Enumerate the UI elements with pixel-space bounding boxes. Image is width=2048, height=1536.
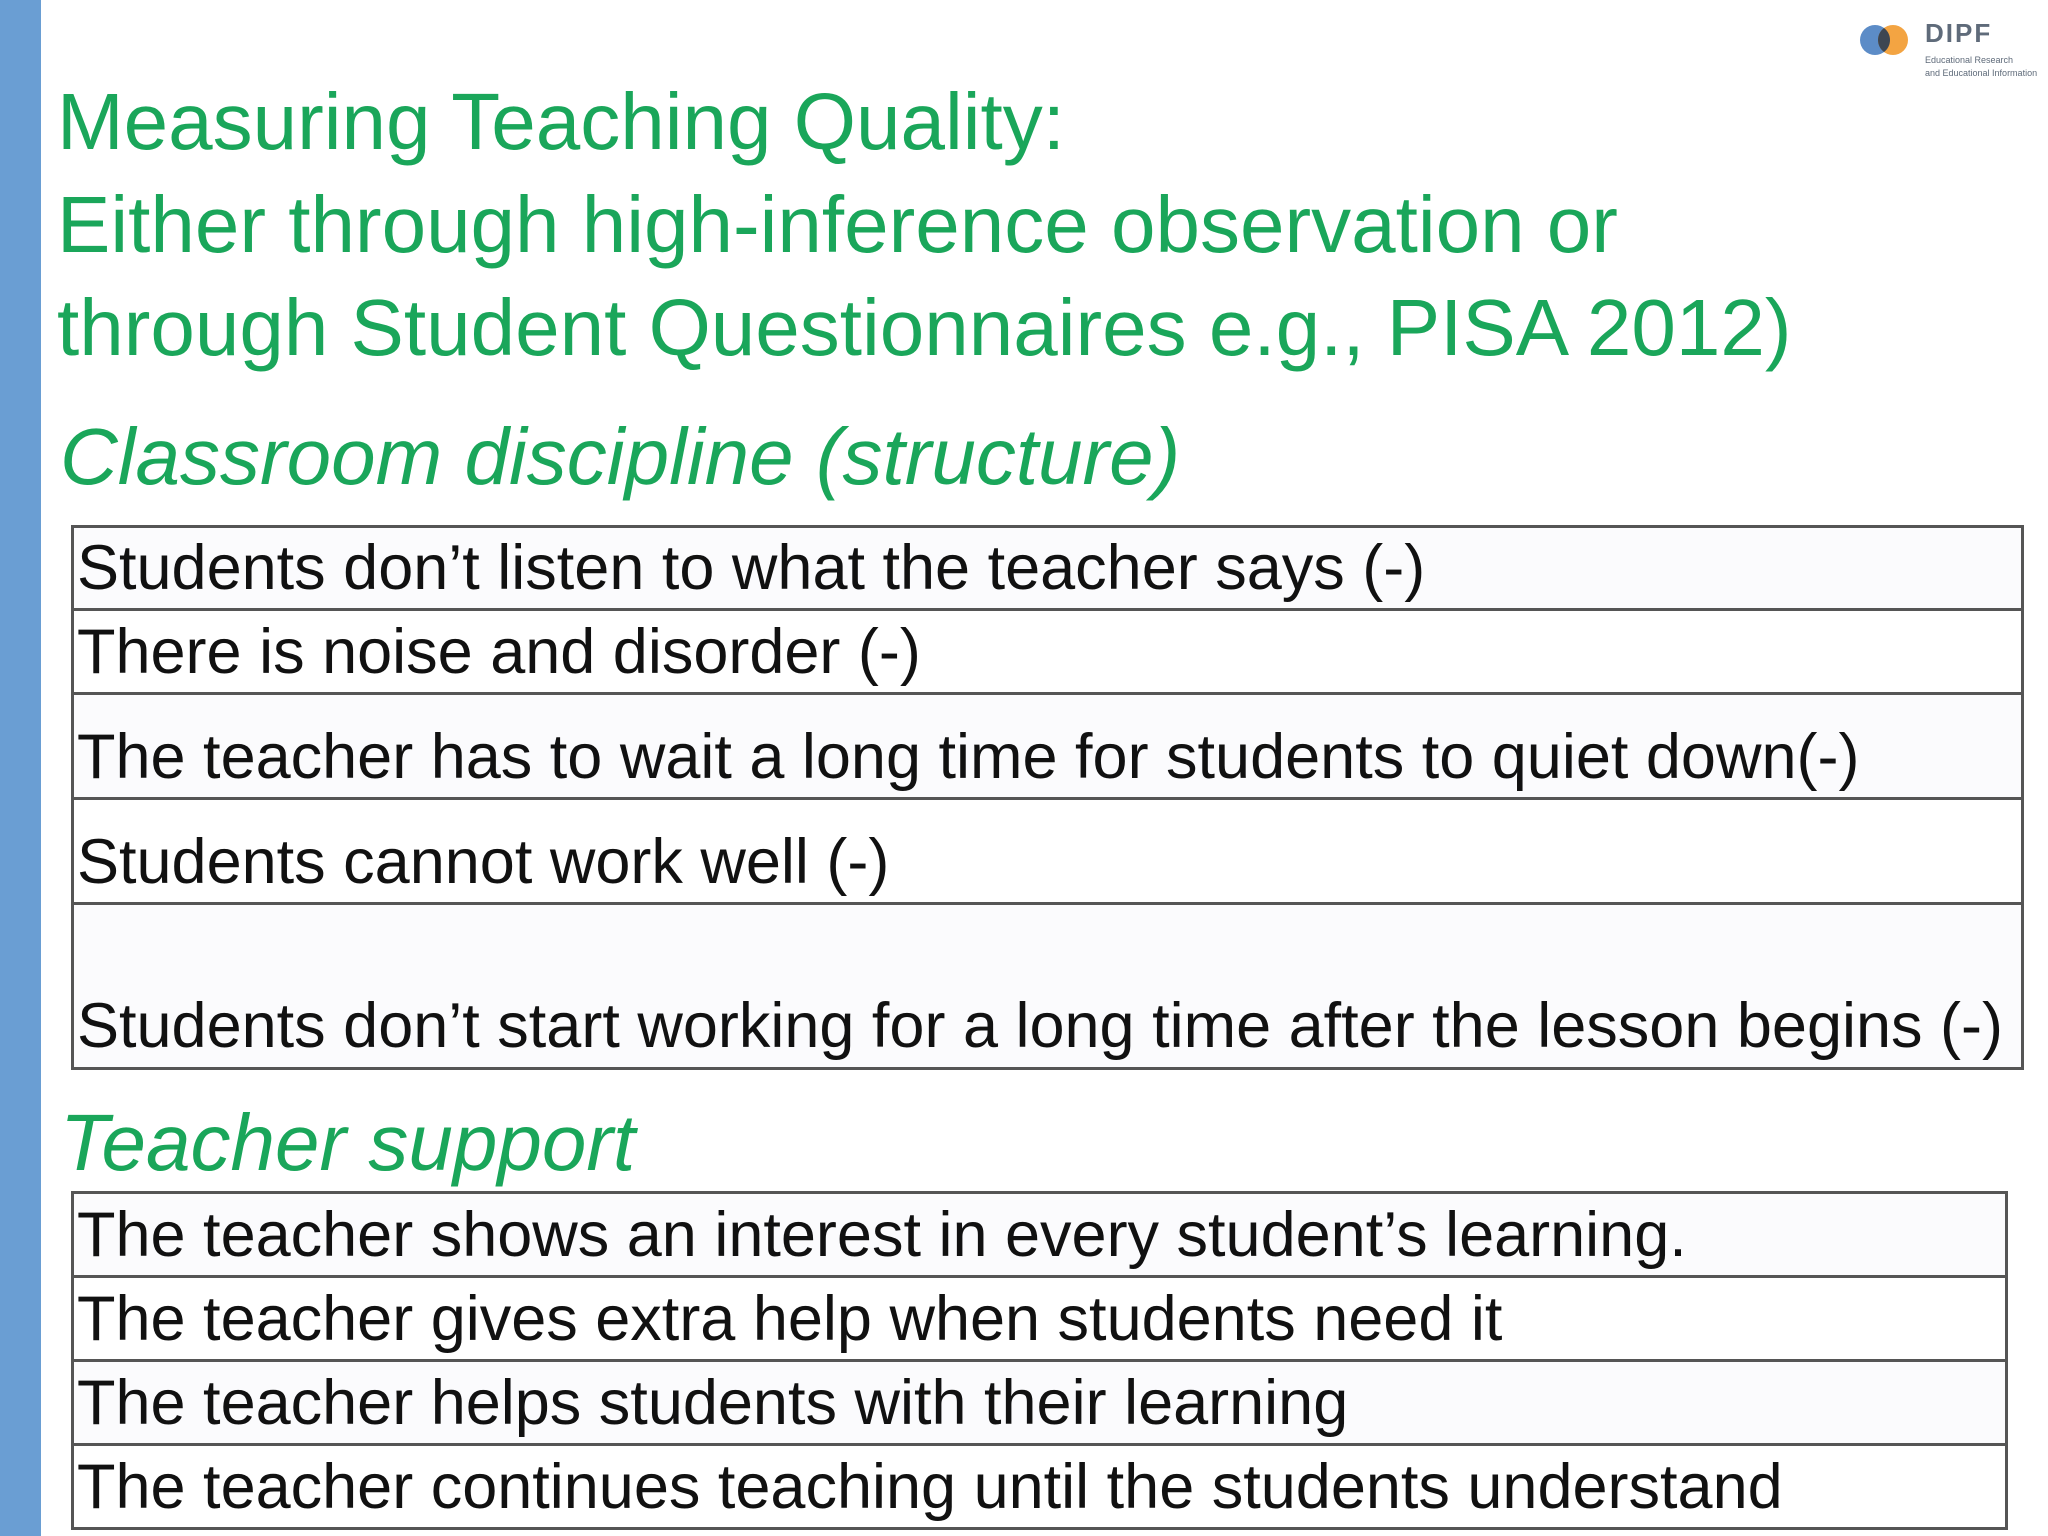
table-cell: There is noise and disorder (-) (73, 610, 2023, 694)
table-cell: The teacher continues teaching until the students understand (73, 1445, 2007, 1529)
logo-name: DIPF (1925, 18, 1993, 48)
dipf-logo (1855, 14, 2045, 84)
teacher-support-table (71, 1191, 2008, 1530)
classroom-discipline-table (71, 525, 2024, 1070)
table-cell: The teacher shows an interest in every student’s learning. (73, 1193, 2007, 1277)
section-heading-teacher-support: Teacher support (60, 1098, 636, 1187)
table-row (73, 1445, 2007, 1529)
table-cell: The teacher has to wait a long time for students to quiet down(-) (73, 694, 2023, 799)
slide-title-line3: through Student Questionnaires e.g., PISA 2012) (57, 283, 1792, 372)
logo-subtitle (1925, 54, 2037, 80)
logo-subtitle-line1: Educational Research (1925, 55, 2014, 65)
table-cell: Students don’t start working for a long time after the lesson begins (-) (73, 904, 2023, 1069)
table-cell: Students cannot work well (-) (73, 799, 2023, 904)
table-row (73, 1361, 2007, 1445)
slide-title-line2: Either through high-inference observation or (57, 180, 1618, 269)
slide-title-line1: Measuring Teaching Quality: (57, 77, 1065, 166)
section-heading-classroom-discipline: Classroom discipline (structure) (60, 412, 1181, 501)
left-accent-bar (0, 0, 41, 1536)
table-cell: The teacher helps students with their learning (73, 1361, 2007, 1445)
table-row (73, 610, 2023, 694)
logo-subtitle-line2: and Educational Information (1925, 68, 2038, 78)
slide-title (57, 70, 1792, 379)
table-row (73, 694, 2023, 799)
table-row (73, 1277, 2007, 1361)
table-cell: The teacher gives extra help when students need it (73, 1277, 2007, 1361)
table-cell: Students don’t listen to what the teacher says (-) (73, 527, 2023, 610)
dipf-logo-circles-icon (1855, 20, 1915, 60)
table-row (73, 527, 2023, 610)
table-row (73, 1193, 2007, 1277)
table-row (73, 904, 2023, 1069)
table-row (73, 799, 2023, 904)
